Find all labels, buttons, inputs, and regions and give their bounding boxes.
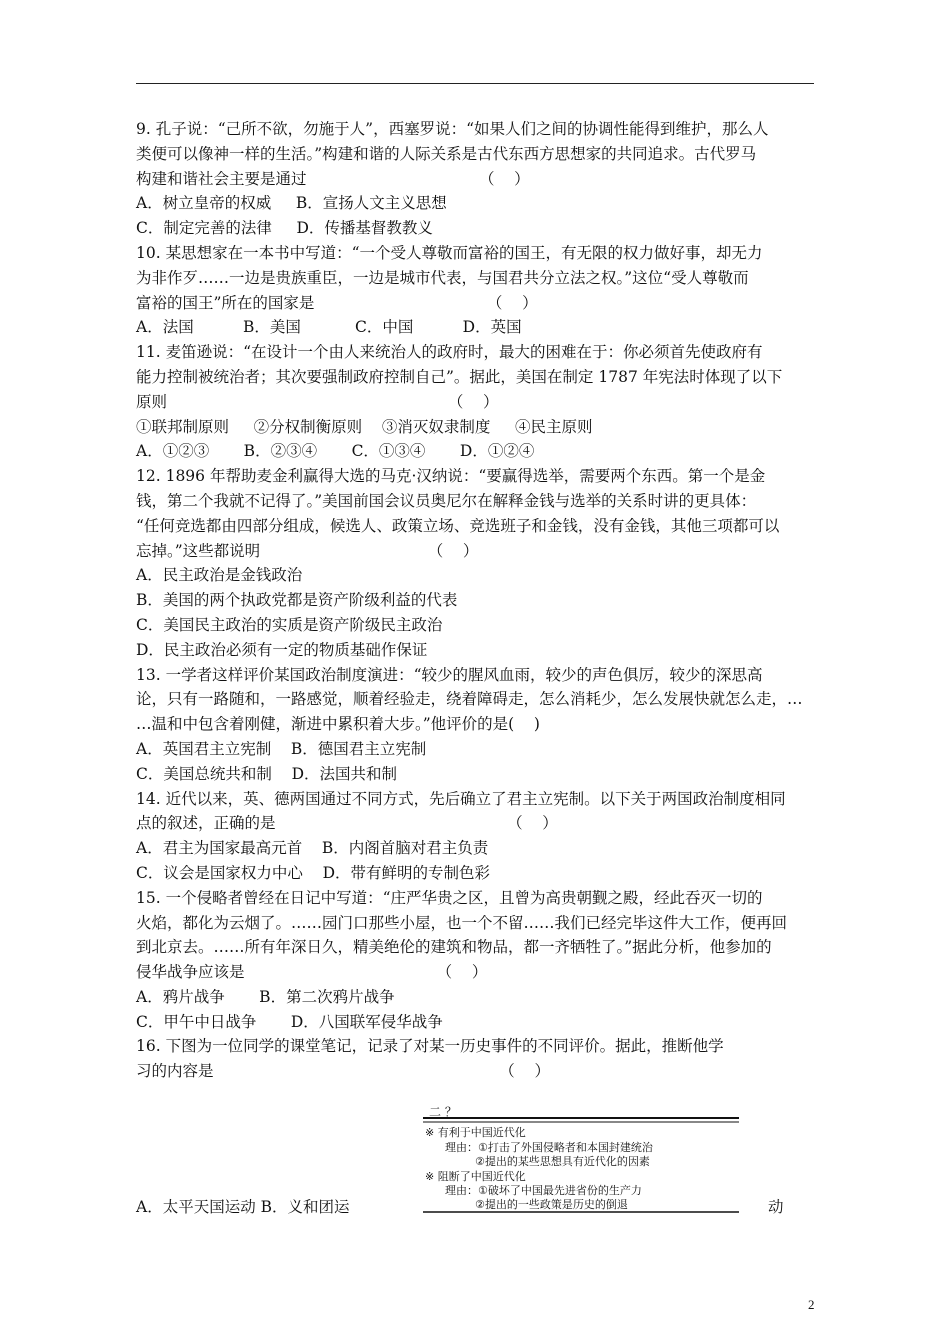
text-line: A．①②③ B．②③④ C．①③④ D．①②④	[136, 442, 535, 461]
text-line: 论，只有一路随和，一路感觉，顺着经验走，绕着障碍走，怎么消耗少，怎么发展快就怎么走，…	[136, 690, 803, 709]
page-number: 2	[808, 1297, 815, 1312]
text-line: ①联邦制原则 ②分权制衡原则 ③消灭奴隶制度 ④民主原则	[136, 417, 593, 436]
text-line: 忘掉。”这些都说明 （ ）	[136, 541, 479, 560]
text-line: 13. 一学者这样评价某国政治制度演进：“较少的腥风血雨，较少的声色俱厉，较少的深思高	[136, 665, 763, 684]
text-line: C．议会是国家权力中心 D．带有鲜明的专制色彩	[136, 863, 490, 882]
text-line: A．鸦片战争 B．第二次鸦片战争	[136, 987, 395, 1006]
text-line: 9. 孔子说：“己所不欲，勿施于人”，西塞罗说：“如果人们之间的协调性能得到维护，那么人	[136, 120, 769, 138]
text-line: 16. 下图为一位同学的课堂笔记，记录了对某一历史事件的不同评价。据此，推断他学	[136, 1037, 724, 1056]
text-line: A．树立皇帝的权威 B．宣扬人文主义思想	[136, 194, 447, 213]
text-line: 到北京去。……所有年深日久，精美绝伦的建筑和物品，都一齐牺牲了。”据此分析，他参加的	[136, 938, 772, 957]
text-line: 构建和谐社会主要是通过 （ ）	[136, 169, 530, 188]
text-line: 火焰，都化为云烟了。……园门口那些小屋，也一个不留……我们已经完毕这件大工作，便再回	[136, 913, 788, 932]
text-line: 11. 麦笛逊说：“在设计一个由人来统治人的政府时，最大的困难在于：你必须首先使政府有	[136, 343, 763, 362]
text-line: “任何竞选都由四部分组成，候选人、政策立场、竞选班子和金钱，没有金钱，其他三项都可以	[136, 516, 780, 535]
text-line: 侵华战争应该是 （ ）	[136, 963, 488, 982]
text-line: 能力控制被统治者；其次要强制政府控制自己”。据此，美国在制定 1787 年宪法时体现了以下	[136, 367, 783, 386]
text-line: 钱，第二个我就不记得了。”美国前国会议员奥尼尔在解释金钱与选举的关系时讲的更具体：	[136, 491, 757, 510]
question-text-block	[136, 117, 816, 1084]
text-line: A．英国君主立宪制 B．德国君主立宪制	[136, 739, 427, 758]
header-rule	[136, 83, 814, 84]
note-line-1: ※ 有利于中国近代化	[425, 1126, 526, 1139]
note-line-4: ※ 阻断了中国近代化	[425, 1170, 526, 1183]
text-line: C．美国总统共和制 D．法国共和制	[136, 764, 397, 783]
text-line: C．制定完善的法律 D．传播基督教教义	[136, 219, 433, 238]
text-line: A．君主为国家最高元首 B．内阁首脑对君主负责	[136, 839, 489, 858]
note-line-5: 理由：①破坏了中国最先进省份的生产力	[445, 1184, 642, 1197]
text-line: 点的叙述，正确的是 （ ）	[136, 814, 558, 833]
note-title: 二 ？	[429, 1105, 457, 1119]
text-line: C．甲午中日战争 D．八国联军侵华战争	[136, 1012, 443, 1031]
text-line: 14. 近代以来，英、德两国通过不同方式，先后确立了君主立宪制。以下关于两国政治制度相同	[136, 789, 786, 808]
text-line: 12. 1896 年帮助麦金利赢得大选的马克·汉纳说：“要赢得选举，需要两个东西。第一个是金	[136, 467, 766, 486]
text-line: A．民主政治是金钱政治	[136, 566, 303, 585]
text-line: 类便可以像神一样的生活。”构建和谐的人际关系是古代东西方思想家的共同追求。古代罗马	[136, 144, 757, 163]
text-line: 习的内容是 （ ）	[136, 1062, 550, 1081]
text-line: C．美国民主政治的实质是资产阶级民主政治	[136, 615, 443, 634]
text-line: …温和中包含着刚健，渐进中累积着大步。”他评价的是( )	[136, 715, 540, 734]
text-line: 15. 一个侵略者曾经在日记中写道：“庄严华贵之区，且曾为高贵朝觐之殿，经此吞灭一切的	[136, 888, 763, 907]
q16-options-tail: 动	[768, 1198, 784, 1216]
text-line: D．民主政治必须有一定的物质基础作保证	[136, 640, 428, 659]
text-line: 10. 某思想家在一本书中写道：“一个受人尊敬而富裕的国王，有无限的权力做好事，却无力	[136, 243, 763, 262]
note-line-3: ②提出的某些思想具有近代化的因素	[475, 1155, 650, 1168]
text-line: 为非作歹……一边是贵族重臣，一边是城市代表，与国君共分立法之权。”这位“受人尊敬而	[136, 268, 749, 287]
note-line-2: 理由：①打击了外国侵略者和本国封建统治	[445, 1141, 653, 1154]
text-line: B．美国的两个执政党都是资产阶级利益的代表	[136, 591, 458, 610]
note-line-6: ②提出的一些政策是历史的倒退	[475, 1198, 628, 1211]
text-line: 原则 （ ）	[136, 392, 499, 411]
q16-options: A．太平天国运动 B．义和团运	[136, 1198, 350, 1216]
text-line: A．法国 B．美国 C．中国 D．英国	[136, 318, 522, 337]
text-line: 富裕的国王”所在的国家是 （ ）	[136, 293, 538, 312]
